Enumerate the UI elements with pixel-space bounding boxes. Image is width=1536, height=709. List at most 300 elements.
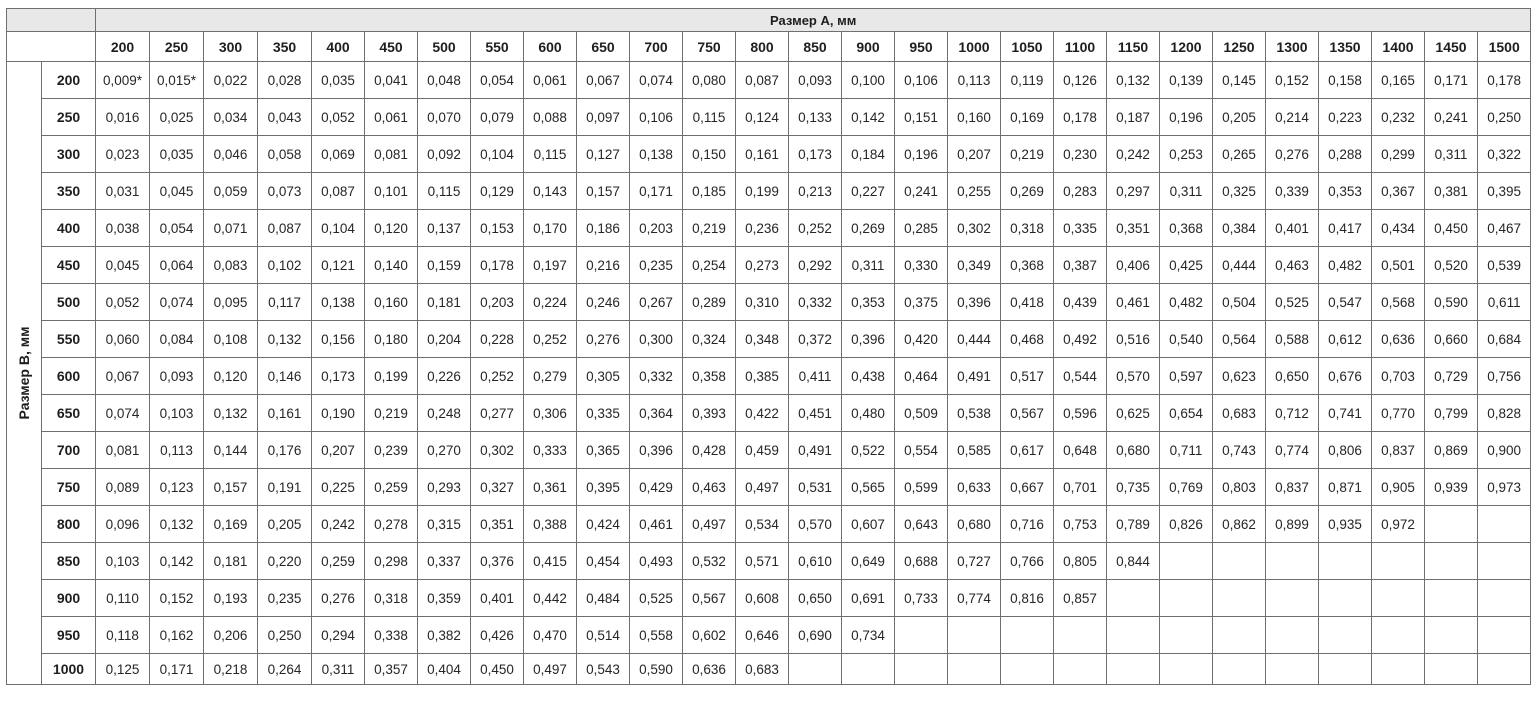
- table-cell: 0,712: [1266, 395, 1319, 432]
- row-axis-label: Размер B, мм: [16, 326, 32, 420]
- row-header: 600: [42, 358, 96, 395]
- table-cell: 0,226: [418, 358, 471, 395]
- table-cell: 0,643: [895, 506, 948, 543]
- table-cell: 0,152: [150, 580, 204, 617]
- table-cell: 0,204: [418, 321, 471, 358]
- table-cell: 0,633: [948, 469, 1001, 506]
- table-cell: 0,171: [630, 173, 683, 210]
- table-cell: 0,324: [683, 321, 736, 358]
- table-cell: 0,054: [150, 210, 204, 247]
- table-cell: 0,680: [1107, 432, 1160, 469]
- table-cell: 0,219: [1001, 136, 1054, 173]
- table-cell: 0,401: [1266, 210, 1319, 247]
- table-cell: 0,250: [1478, 99, 1531, 136]
- table-cell: 0,061: [365, 99, 418, 136]
- table-cell: 0,482: [1160, 284, 1213, 321]
- table-cell: 0,701: [1054, 469, 1107, 506]
- table-cell: 0,074: [150, 284, 204, 321]
- table-cell: 0,599: [895, 469, 948, 506]
- table-cell: [1001, 654, 1054, 685]
- table-cell: 0,905: [1372, 469, 1425, 506]
- row-header: 250: [42, 99, 96, 136]
- table-cell: 0,497: [736, 469, 789, 506]
- table-cell: 0,162: [150, 617, 204, 654]
- table-cell: 0,623: [1213, 358, 1266, 395]
- table-cell: 0,358: [683, 358, 736, 395]
- table-cell: [1266, 543, 1319, 580]
- table-cell: 0,028: [258, 62, 312, 99]
- table-cell: 0,214: [1266, 99, 1319, 136]
- table-cell: [1425, 506, 1478, 543]
- table-cell: 0,504: [1213, 284, 1266, 321]
- table-cell: [1372, 654, 1425, 685]
- table-cell: 0,230: [1054, 136, 1107, 173]
- table-cell: 0,218: [204, 654, 258, 685]
- table-cell: 0,384: [1213, 210, 1266, 247]
- table-cell: 0,482: [1319, 247, 1372, 284]
- table-cell: 0,241: [1425, 99, 1478, 136]
- table-cell: 0,115: [524, 136, 577, 173]
- table-cell: 0,191: [258, 469, 312, 506]
- table-cell: [895, 617, 948, 654]
- table-cell: [1107, 580, 1160, 617]
- table-cell: 0,225: [312, 469, 365, 506]
- table-cell: 0,064: [150, 247, 204, 284]
- table-cell: 0,255: [948, 173, 1001, 210]
- table-cell: 0,196: [895, 136, 948, 173]
- table-cell: 0,461: [1107, 284, 1160, 321]
- column-header: 1400: [1372, 32, 1425, 62]
- table-cell: 0,299: [1372, 136, 1425, 173]
- table-cell: 0,690: [789, 617, 842, 654]
- table-cell: 0,857: [1054, 580, 1107, 617]
- table-cell: [789, 654, 842, 685]
- table-cell: [1213, 654, 1266, 685]
- table-cell: 0,081: [365, 136, 418, 173]
- table-cell: 0,157: [577, 173, 630, 210]
- table-row: [7, 654, 1531, 685]
- table-cell: 0,278: [365, 506, 418, 543]
- column-header: 1150: [1107, 32, 1160, 62]
- table-cell: 0,625: [1107, 395, 1160, 432]
- table-cell: [1478, 617, 1531, 654]
- column-header: 1050: [1001, 32, 1054, 62]
- table-cell: 0,185: [683, 173, 736, 210]
- table-cell: 0,171: [150, 654, 204, 685]
- table-cell: 0,171: [1425, 62, 1478, 99]
- table-cell: [1478, 543, 1531, 580]
- table-cell: 0,339: [1266, 173, 1319, 210]
- table-cell: 0,092: [418, 136, 471, 173]
- table-row: [7, 617, 1531, 654]
- table-cell: 0,113: [150, 432, 204, 469]
- table-cell: 0,151: [895, 99, 948, 136]
- column-header: 200: [96, 32, 150, 62]
- table-cell: 0,129: [471, 173, 524, 210]
- table-cell: [1107, 617, 1160, 654]
- table-cell: 0,869: [1425, 432, 1478, 469]
- row-header: 450: [42, 247, 96, 284]
- table-cell: 0,165: [1372, 62, 1425, 99]
- table-cell: 0,425: [1160, 247, 1213, 284]
- table-cell: 0,173: [312, 358, 365, 395]
- table-cell: 0,648: [1054, 432, 1107, 469]
- table-cell: [1266, 617, 1319, 654]
- table-cell: 0,088: [524, 99, 577, 136]
- table-cell: 0,087: [258, 210, 312, 247]
- table-cell: 0,393: [683, 395, 736, 432]
- table-row: [7, 173, 1531, 210]
- table-cell: 0,353: [1319, 173, 1372, 210]
- table-cell: 0,102: [258, 247, 312, 284]
- table-cell: 0,509: [895, 395, 948, 432]
- table-cell: 0,181: [204, 543, 258, 580]
- table-cell: 0,318: [365, 580, 418, 617]
- table-cell: 0,252: [789, 210, 842, 247]
- column-header: 1000: [948, 32, 1001, 62]
- table-row: [7, 136, 1531, 173]
- table-cell: [1054, 654, 1107, 685]
- table-cell: 0,325: [1213, 173, 1266, 210]
- column-header: 600: [524, 32, 577, 62]
- table-cell: 0,602: [683, 617, 736, 654]
- table-cell: 0,123: [150, 469, 204, 506]
- table-cell: [1319, 617, 1372, 654]
- table-cell: 0,273: [736, 247, 789, 284]
- table-cell: 0,254: [683, 247, 736, 284]
- table-cell: 0,646: [736, 617, 789, 654]
- table-cell: 0,235: [258, 580, 312, 617]
- table-cell: 0,588: [1266, 321, 1319, 358]
- row-header: 400: [42, 210, 96, 247]
- table-cell: [1478, 506, 1531, 543]
- table-cell: 0,558: [630, 617, 683, 654]
- table-cell: 0,235: [630, 247, 683, 284]
- table-cell: 0,046: [204, 136, 258, 173]
- table-cell: 0,683: [736, 654, 789, 685]
- table-cell: 0,372: [789, 321, 842, 358]
- table-cell: 0,439: [1054, 284, 1107, 321]
- table-cell: 0,395: [1478, 173, 1531, 210]
- table-cell: 0,213: [789, 173, 842, 210]
- row-header: 850: [42, 543, 96, 580]
- table-cell: 0,464: [895, 358, 948, 395]
- table-cell: 0,554: [895, 432, 948, 469]
- table-cell: 0,315: [418, 506, 471, 543]
- table-cell: [1478, 580, 1531, 617]
- table-cell: 0,207: [312, 432, 365, 469]
- table-row: [7, 62, 1531, 99]
- table-cell: 0,199: [736, 173, 789, 210]
- table-cell: [1213, 580, 1266, 617]
- table-cell: 0,197: [524, 247, 577, 284]
- table-cell: 0,770: [1372, 395, 1425, 432]
- table-cell: 0,338: [365, 617, 418, 654]
- table-cell: 0,265: [1213, 136, 1266, 173]
- row-header: 500: [42, 284, 96, 321]
- table-cell: 0,318: [1001, 210, 1054, 247]
- table-cell: 0,514: [577, 617, 630, 654]
- table-cell: 0,743: [1213, 432, 1266, 469]
- table-cell: 0,667: [1001, 469, 1054, 506]
- row-header: 550: [42, 321, 96, 358]
- table-cell: 0,769: [1160, 469, 1213, 506]
- table-cell: 0,038: [96, 210, 150, 247]
- table-cell: 0,939: [1425, 469, 1478, 506]
- table-cell: 0,388: [524, 506, 577, 543]
- table-cell: 0,424: [577, 506, 630, 543]
- table-cell: 0,264: [258, 654, 312, 685]
- table-cell: 0,103: [96, 543, 150, 580]
- table-cell: 0,972: [1372, 506, 1425, 543]
- table-cell: 0,052: [312, 99, 365, 136]
- table-cell: 0,083: [204, 247, 258, 284]
- table-cell: 0,259: [365, 469, 418, 506]
- table-cell: 0,683: [1213, 395, 1266, 432]
- table-cell: 0,444: [1213, 247, 1266, 284]
- table-cell: 0,283: [1054, 173, 1107, 210]
- table-cell: 0,396: [630, 432, 683, 469]
- table-cell: 0,269: [842, 210, 895, 247]
- table-cell: 0,568: [1372, 284, 1425, 321]
- table-cell: 0,228: [471, 321, 524, 358]
- table-cell: 0,289: [683, 284, 736, 321]
- table-row: [7, 247, 1531, 284]
- table-cell: [1160, 580, 1213, 617]
- table-cell: 0,401: [471, 580, 524, 617]
- table-cell: [1213, 543, 1266, 580]
- table-cell: 0,711: [1160, 432, 1213, 469]
- column-header: 900: [842, 32, 895, 62]
- table-cell: 0,125: [96, 654, 150, 685]
- table-cell: 0,406: [1107, 247, 1160, 284]
- table-cell: 0,206: [204, 617, 258, 654]
- table-cell: 0,133: [789, 99, 842, 136]
- table-cell: 0,074: [630, 62, 683, 99]
- table-cell: 0,074: [96, 395, 150, 432]
- table-cell: 0,199: [365, 358, 418, 395]
- table-cell: 0,426: [471, 617, 524, 654]
- table-cell: 0,454: [577, 543, 630, 580]
- table-cell: 0,100: [842, 62, 895, 99]
- table-cell: 0,124: [736, 99, 789, 136]
- row-header: 800: [42, 506, 96, 543]
- table-cell: 0,684: [1478, 321, 1531, 358]
- table-cell: 0,459: [736, 432, 789, 469]
- table-cell: 0,270: [418, 432, 471, 469]
- table-row: [7, 284, 1531, 321]
- table-cell: [1319, 580, 1372, 617]
- table-cell: 0,570: [789, 506, 842, 543]
- table-cell: 0,844: [1107, 543, 1160, 580]
- table-cell: 0,585: [948, 432, 1001, 469]
- table-cell: 0,022: [204, 62, 258, 99]
- table-cell: 0,590: [630, 654, 683, 685]
- table-cell: 0,429: [630, 469, 683, 506]
- table-cell: 0,242: [1107, 136, 1160, 173]
- column-header: 250: [150, 32, 204, 62]
- table-cell: 0,219: [365, 395, 418, 432]
- table-cell: 0,636: [1372, 321, 1425, 358]
- table-cell: 0,351: [1107, 210, 1160, 247]
- row-header: 650: [42, 395, 96, 432]
- table-cell: 0,115: [683, 99, 736, 136]
- table-cell: 0,104: [312, 210, 365, 247]
- column-header: 1100: [1054, 32, 1107, 62]
- table-cell: 0,142: [150, 543, 204, 580]
- table-cell: 0,484: [577, 580, 630, 617]
- table-cell: 0,160: [365, 284, 418, 321]
- table-cell: 0,525: [1266, 284, 1319, 321]
- table-cell: [1425, 543, 1478, 580]
- table-cell: 0,132: [1107, 62, 1160, 99]
- table-cell: 0,205: [258, 506, 312, 543]
- table-cell: [1160, 543, 1213, 580]
- table-cell: 0,547: [1319, 284, 1372, 321]
- table-cell: 0,070: [418, 99, 471, 136]
- table-cell: 0,365: [577, 432, 630, 469]
- table-cell: 0,139: [1160, 62, 1213, 99]
- table-cell: 0,497: [683, 506, 736, 543]
- column-header: 950: [895, 32, 948, 62]
- table-cell: 0,093: [789, 62, 842, 99]
- column-header: 350: [258, 32, 312, 62]
- table-cell: 0,203: [471, 284, 524, 321]
- table-cell: 0,428: [683, 432, 736, 469]
- table-row: [7, 395, 1531, 432]
- table-cell: 0,540: [1160, 321, 1213, 358]
- table-cell: 0,463: [683, 469, 736, 506]
- table-cell: 0,538: [948, 395, 1001, 432]
- table-cell: 0,597: [1160, 358, 1213, 395]
- table-cell: 0,096: [96, 506, 150, 543]
- table-cell: [1054, 617, 1107, 654]
- table-cell: 0,676: [1319, 358, 1372, 395]
- table-cell: 0,061: [524, 62, 577, 99]
- table-cell: [1266, 654, 1319, 685]
- table-cell: 0,034: [204, 99, 258, 136]
- table-cell: 0,108: [204, 321, 258, 358]
- table-cell: 0,330: [895, 247, 948, 284]
- table-cell: 0,364: [630, 395, 683, 432]
- table-cell: 0,387: [1054, 247, 1107, 284]
- row-axis-label-cell: [7, 62, 42, 685]
- table-cell: 0,610: [789, 543, 842, 580]
- table-cell: 0,087: [736, 62, 789, 99]
- table-cell: 0,450: [471, 654, 524, 685]
- table-cell: 0,276: [312, 580, 365, 617]
- table-cell: 0,115: [418, 173, 471, 210]
- table-cell: 0,306: [524, 395, 577, 432]
- table-row: [7, 469, 1531, 506]
- table-cell: 0,680: [948, 506, 1001, 543]
- table-cell: [1319, 543, 1372, 580]
- table-cell: 0,093: [150, 358, 204, 395]
- table-cell: 0,142: [842, 99, 895, 136]
- table-cell: 0,153: [471, 210, 524, 247]
- table-cell: 0,337: [418, 543, 471, 580]
- table-cell: 0,531: [789, 469, 842, 506]
- table-cell: 0,157: [204, 469, 258, 506]
- table-cell: 0,766: [1001, 543, 1054, 580]
- table-cell: 0,224: [524, 284, 577, 321]
- table-cell: [1266, 580, 1319, 617]
- table-cell: 0,267: [630, 284, 683, 321]
- table-cell: 0,205: [1213, 99, 1266, 136]
- table-cell: 0,422: [736, 395, 789, 432]
- table-cell: 0,492: [1054, 321, 1107, 358]
- column-header: 800: [736, 32, 789, 62]
- table-cell: 0,611: [1478, 284, 1531, 321]
- table-row: [7, 580, 1531, 617]
- table-cell: 0,396: [842, 321, 895, 358]
- table-cell: 0,774: [1266, 432, 1319, 469]
- table-cell: 0,119: [1001, 62, 1054, 99]
- column-header: 550: [471, 32, 524, 62]
- table-cell: 0,367: [1372, 173, 1425, 210]
- table-cell: 0,176: [258, 432, 312, 469]
- table-cell: 0,297: [1107, 173, 1160, 210]
- duct-dimension-table: [6, 8, 1531, 685]
- table-cell: 0,196: [1160, 99, 1213, 136]
- table-cell: 0,357: [365, 654, 418, 685]
- table-cell: 0,727: [948, 543, 1001, 580]
- table-cell: 0,828: [1478, 395, 1531, 432]
- table-cell: 0,097: [577, 99, 630, 136]
- table-cell: 0,216: [577, 247, 630, 284]
- table-cell: 0,567: [683, 580, 736, 617]
- table-cell: 0,522: [842, 432, 895, 469]
- table-cell: 0,543: [577, 654, 630, 685]
- table-cell: 0,058: [258, 136, 312, 173]
- table-cell: 0,539: [1478, 247, 1531, 284]
- column-header: 1450: [1425, 32, 1478, 62]
- table-cell: 0,140: [365, 247, 418, 284]
- table-cell: 0,935: [1319, 506, 1372, 543]
- table-cell: 0,735: [1107, 469, 1160, 506]
- table-cell: 0,442: [524, 580, 577, 617]
- table-cell: [1001, 617, 1054, 654]
- table-cell: 0,081: [96, 432, 150, 469]
- table-cell: 0,288: [1319, 136, 1372, 173]
- table-cell: 0,101: [365, 173, 418, 210]
- column-header: 700: [630, 32, 683, 62]
- table-cell: 0,298: [365, 543, 418, 580]
- table-cell: 0,241: [895, 173, 948, 210]
- table-cell: 0,277: [471, 395, 524, 432]
- table-cell: 0,480: [842, 395, 895, 432]
- table-cell: 0,691: [842, 580, 895, 617]
- table-cell: 0,145: [1213, 62, 1266, 99]
- row-header: 750: [42, 469, 96, 506]
- table-cell: 0,351: [471, 506, 524, 543]
- table-cell: 0,497: [524, 654, 577, 685]
- table-cell: 0,246: [577, 284, 630, 321]
- table-cell: 0,368: [1160, 210, 1213, 247]
- table-row: [7, 506, 1531, 543]
- table-cell: 0,117: [258, 284, 312, 321]
- table-cell: 0,023: [96, 136, 150, 173]
- table-cell: 0,571: [736, 543, 789, 580]
- table-cell: 0,285: [895, 210, 948, 247]
- table-cell: [1160, 654, 1213, 685]
- table-cell: 0,470: [524, 617, 577, 654]
- table-cell: 0,193: [204, 580, 258, 617]
- table-cell: 0,138: [630, 136, 683, 173]
- table-cell: 0,073: [258, 173, 312, 210]
- column-header: 1350: [1319, 32, 1372, 62]
- column-axis-label: Размер A, мм: [96, 9, 1531, 32]
